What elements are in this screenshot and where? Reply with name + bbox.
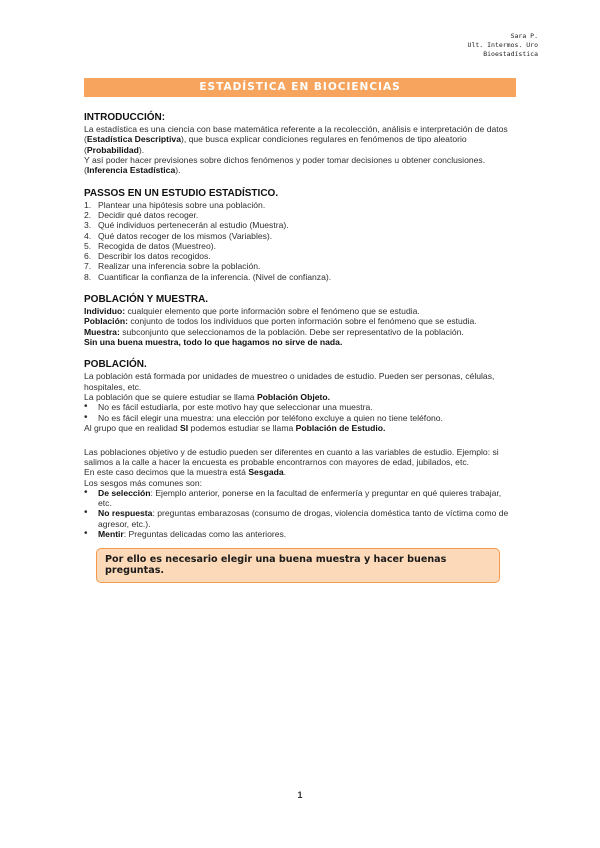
- paragraph: Las poblaciones objetivo y de estudio pueden ser diferentes en cuanto a las variables de estudio. Ejemplo: si salimos a la calle a hacer la encuesta es probable encontrarnos con mayores de edad, jubilados, etc.: [84, 446, 499, 467]
- paragraph: Los sesgos más comunes son:: [84, 477, 202, 488]
- list-item: • De selección: Ejemplo anterior, ponerse en la facultad de enfermería y preguntar en qué quieres trabajar, etc.: [84, 486, 502, 509]
- stamp-line: Bioestadística: [483, 49, 538, 58]
- definition-poblacion: Población: conjunto de todos los individuos que porten información sobre el fenómeno que se estudia.: [84, 316, 477, 327]
- sesgos-list: [84, 488, 516, 540]
- list-item: • No respuesta: preguntas embarazosas (consumo de drogas, violencia doméstica tanto de víctima como de agresor, etc.).: [84, 507, 509, 529]
- paragraph: Y así poder hacer previsiones sobre dichos fenómenos y poder tomar decisiones u obtener conclusiones. (Inferencia Estadística).: [84, 154, 486, 176]
- steps-section: [84, 188, 516, 283]
- list-item: 6. Describir los datos recogidos.: [84, 251, 211, 262]
- paragraph: Al grupo que en realidad SI podemos estudiar se llama Población de Estudio.: [84, 423, 386, 434]
- list-item: 2. Decidir qué datos recoger.: [84, 209, 199, 220]
- definition-individuo: Individuo: cualquier elemento que porte información sobre el fenómeno que se estudia.: [84, 306, 420, 317]
- list-item: 7. Realizar una inferencia sobre la población.: [84, 261, 261, 272]
- author-stamp: [468, 32, 538, 58]
- paragraph: En este caso decimos que la muestra está Sesgada.: [84, 467, 287, 478]
- title-banner: ESTADÍSTICA EN BIOCIENCIAS: [84, 78, 516, 97]
- stamp-line: Sara P.: [510, 32, 538, 40]
- list-item: 1. Plantear una hipótesis sobre una población.: [84, 199, 266, 210]
- paragraph: La población está formada por unidades de muestreo o unidades de estudio. Pueden ser personas, células, hospitales, etc.: [84, 371, 495, 392]
- section-heading: POBLACIÓN Y MUESTRA.: [84, 294, 209, 306]
- list-item: • No es fácil elegir una muestra: una elección por teléfono excluye a quien no tiene teléfono.: [84, 411, 443, 423]
- list-item: 5. Recogida de datos (Muestreo).: [84, 240, 216, 251]
- list-item: 3. Qué individuos pertenecerán al estudio (Muestra).: [84, 220, 289, 231]
- section-heading: PASSOS EN UN ESTUDIO ESTADÍSTICO.: [84, 187, 279, 199]
- intro-section: [84, 112, 516, 176]
- document-body: [84, 112, 516, 583]
- list-item: • Mentir: Preguntas delicadas como las anteriores.: [84, 528, 287, 540]
- definition-muestra: Muestra: subconjunto que seleccionamos de la población. Debe ser representativo de la población.: [84, 326, 464, 337]
- stamp-line: Ult. Intermos. Uro: [467, 40, 538, 49]
- section-heading: POBLACIÓN.: [84, 359, 147, 371]
- list-item: 4. Qué datos recoger de los mismos (Variables).: [84, 230, 273, 241]
- list-item: • No es fácil estudiarla, por este motivo hay que seleccionar una muestra.: [84, 401, 373, 413]
- poblacion-section: [84, 359, 516, 539]
- steps-list: [84, 200, 516, 283]
- paragraph: La estadística es una ciencia con base matemática referente a la recolección, análisis e interpretación de datos (Estadística Descriptiva), que busca explicar condiciones regulares en fenómenos de tipo aleatorio (Probabilidad).: [84, 124, 508, 155]
- poblacion-muestra-section: [84, 294, 516, 347]
- page-number: 1: [297, 790, 303, 800]
- list-item: 8. Cuantificar la confianza de la inferencia. (Nivel de confianza).: [84, 271, 332, 282]
- section-heading: INTRODUCCIÓN:: [84, 112, 166, 123]
- emphasis-line: Sin una buena muestra, todo lo que hagamos no sirve de nada.: [84, 337, 343, 347]
- bullet-list: [84, 402, 516, 423]
- paragraph: La población que se quiere estudiar se llama Población Objeto.: [84, 391, 331, 402]
- highlight-callout: Por ello es necesario elegir una buena muestra y hacer buenas preguntas.: [96, 548, 500, 583]
